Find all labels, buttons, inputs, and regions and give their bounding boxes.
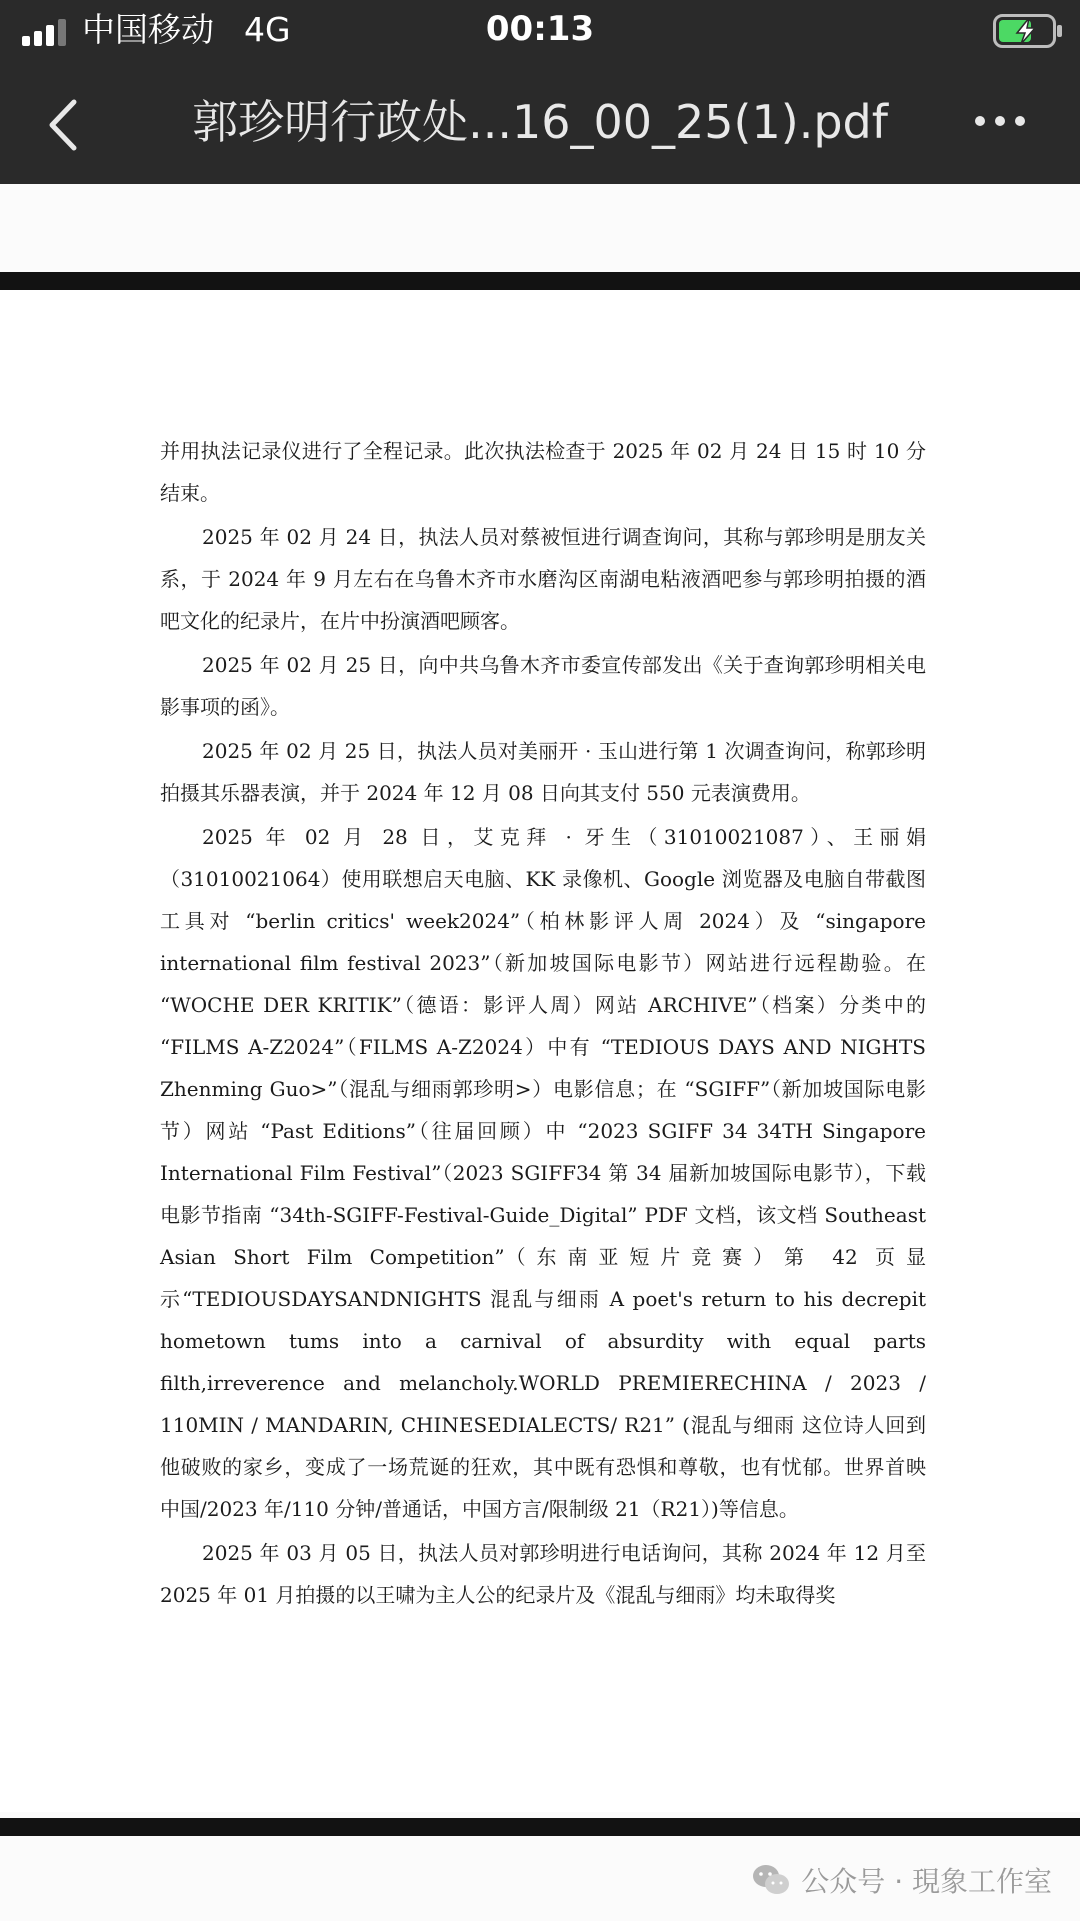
watermark bbox=[751, 1860, 1052, 1900]
document-paragraph: 2025 年 02 月 28 日，艾克拜 · 牙生（31010021087）、王丽娟（31010021064）使用联想启天电脑、KK 录像机、Google 浏览器及电脑自带截图工具对 “berlin critics' week2024”（柏林影评人周 2024）及 “singapore international film festival 2023”（新加坡国际电影节）网站进行远程勘验。在 “WOCHE DER KRITIK”（德语：影评人周）网站 ARCHIVE”（档案）分类中的 “FILMS A-Z2024”（FILMS A-Z2024）中有 “TEDIOUS DAYS AND NIGHTS Zhenming Guo>”（混乱与细雨郭珍明>）电影信息；在 “SGIFF”（新加坡国际电影节）网站 “Past Editions”（往届回顾）中 “2023 SGIFF 34 34TH Singapore International Film Festival”（2023 SGIFF34 第 34 届新加坡国际电影节），下载电影节指南 “34th-SGIFF-Festival-Guide_Digital” PDF 文档，该文档 Southeast Asian Short Film Competition”（东南亚短片竞赛）第 42 页显示“TEDIOUSDAYSANDNIGHTS 混乱与细雨 A poet's return to his decrepit hometown tums into a carnival of absurdity with equal parts filth,irreverence and melancholy.WORLD PREMIERECHINA / 2023 / 110MIN / MANDARIN, CHINESEDIALECTS/ R21” (混乱与细雨 这位诗人回到他破败的家乡，变成了一场荒诞的狂欢，其中既有恐惧和尊敬，也有忧郁。世界首映 中国/2023 年/110 分钟/普通话，中国方言/限制级 21（R21）)等信息。 bbox=[160, 825, 926, 1521]
document-paragraph: 并用执法记录仪进行了全程记录。此次执法检查于 2025 年 02 月 24 日 15 时 10 分结束。 bbox=[160, 439, 926, 505]
document-paragraph: 2025 年 02 月 24 日，执法人员对蔡被恒进行调查询问，其称与郭珍明是朋友关系，于 2024 年 9 月左右在乌鲁木齐市水磨沟区南湖电粘液酒吧参与郭珍明拍摄的酒吧文化的纪录片，在片中扮演酒吧顾客。 bbox=[160, 525, 926, 633]
document-viewer[interactable] bbox=[0, 184, 1080, 1921]
page-separator bbox=[0, 272, 1080, 290]
document-paragraph: 2025 年 02 月 25 日，向中共乌鲁木齐市委宣传部发出《关于查询郭珍明相关电影事项的函》。 bbox=[160, 653, 926, 719]
viewer-footer bbox=[0, 1836, 1080, 1921]
chevron-left-icon[interactable] bbox=[44, 96, 84, 154]
wechat-icon bbox=[751, 1863, 791, 1897]
network-type: 4G bbox=[244, 10, 291, 49]
signal-icon bbox=[22, 18, 74, 46]
watermark-text: 公众号 · 現象工作室 bbox=[801, 1865, 1052, 1898]
page-separator bbox=[0, 1818, 1080, 1836]
document-title: 郭珍明行政处...16_00_25(1).pdf bbox=[192, 95, 888, 149]
pdf-page bbox=[0, 290, 1080, 1812]
status-bar bbox=[0, 0, 1080, 60]
battery-charging-icon bbox=[993, 14, 1063, 48]
document-body bbox=[160, 430, 926, 1618]
status-time: 00:13 bbox=[485, 9, 595, 49]
document-paragraph: 2025 年 02 月 25 日，执法人员对美丽开 · 玉山进行第 1 次调查询问，称郭珍明拍摄其乐器表演，并于 2024 年 12 月 08 日向其支付 550 元表演费用。 bbox=[160, 739, 926, 805]
more-horizontal-icon[interactable] bbox=[970, 106, 1030, 136]
document-paragraph: 2025 年 03 月 05 日，执法人员对郭珍明进行电话询问，其称 2024 年 12 月至 2025 年 01 月拍摄的以王啸为主人公的纪录片及《混乱与细雨》均未取得奖 bbox=[160, 1541, 926, 1607]
title-bar bbox=[0, 70, 1080, 180]
carrier-name: 中国移动 bbox=[82, 10, 214, 49]
top-bar bbox=[0, 0, 1080, 184]
